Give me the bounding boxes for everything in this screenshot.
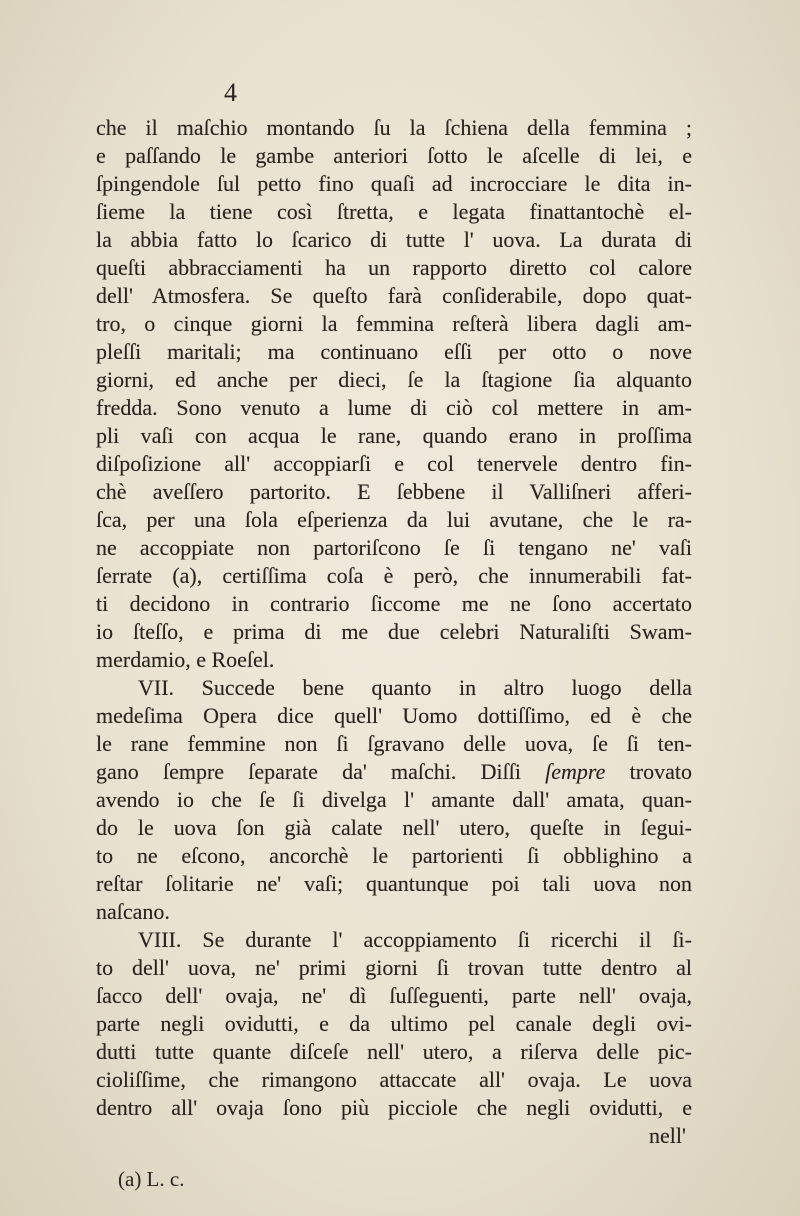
section-vii-start-line: VII. Succede bene quanto in altro luogo della [138,675,692,700]
section-viii-start-line: VIII. Se durante l' accoppiamento ſi ricerchi il ſi- [138,927,692,952]
text-line: e paſſando le gambe anteriori ſotto le aſcelle di lei, e [96,143,692,168]
text-line: dutti tutte quante diſceſe nell' utero, a riſerva delle pic- [96,1039,692,1064]
text-line: tro, o cinque giorni la femmina reſterà libera dagli am- [96,311,692,336]
text-line: che il maſchio montando ſu la ſchiena della femmina ; [96,115,692,140]
italic-word: ſempre [545,759,606,784]
text-line: ti decidono in contrario ſiccome me ne ſono accertato [96,591,692,616]
text-line: do le uova ſon già calate nell' utero, queſte in ſegui- [96,815,692,840]
text-line: ſerrate (a), certiſſima coſa è però, che innumerabili fat- [96,563,692,588]
text-line: parte negli ovidutti, e da ultimo pel canale degli ovi- [96,1011,692,1036]
text-line-with-italic [96,758,692,786]
text-line: reſtar ſolitarie ne' vaſi; quantunque poi tali uova non [96,871,692,896]
text-line: dell' Atmosfera. Se queſto farà conſiderabile, dopo quat- [96,283,692,308]
text-line: to dell' uova, ne' primi giorni ſi trovan tutte dentro al [96,955,692,980]
text-line: pleſſi maritali; ma continuano eſſi per otto o nove [96,339,692,364]
footnote: (a) L. c. [118,1167,185,1191]
text-line: chè aveſſero partorito. E ſebbene il Valliſneri afferi- [96,479,692,504]
text-line: cioliſſime, che rimangono attaccate all' ovaja. Le uova [96,1067,692,1092]
text-line: ſpingendole ſul petto fino quaſi ad incrocciare le dita in- [96,171,692,196]
text-line: ſieme la tiene così ſtretta, e legata finattantochè el- [96,199,692,224]
paragraph-end-line: merdamio, e Roeſel. [96,647,275,672]
text-line: fredda. Sono venuto a lume di ciò col mettere in am- [96,395,692,420]
text-line: queſti abbracciamenti ha un rapporto diretto col calore [96,255,692,280]
catchword: nell' [649,1123,686,1148]
text-line: le rane femmine non ſi ſgravano delle uova, ſe ſi ten- [96,731,692,756]
text-line: la abbia fatto lo ſcarico di tutte l' uova. La durata di [96,227,692,252]
text-line: ſacco dell' ovaja, ne' dì ſuſſeguenti, parte nell' ovaja, [96,983,692,1008]
text-line: ne accoppiate non partoriſcono ſe ſi tengano ne' vaſi [96,535,692,560]
text-line: ſca, per una ſola eſperienza da lui avutane, che le ra- [96,507,692,532]
text-line: diſpoſizione all' accoppiarſi e col tenervele dentro fin- [96,451,692,476]
text-line: io ſteſſo, e prima di me due celebri Naturaliſti Swam- [96,619,692,644]
text-line: medeſima Opera dice quell' Uomo dottiſſimo, ed è che [96,703,692,728]
text-line: avendo io che ſe ſi divelga l' amante dall' amata, quan- [96,787,692,812]
text-line: dentro all' ovaja ſono più picciole che negli ovidutti, e [96,1095,692,1120]
text-line: to ne eſcono, ancorchè le partorienti ſi obblighino a [96,843,692,868]
text-line: pli vaſi con acqua le rane, quando erano in proſſima [96,423,692,448]
text-line: giorni, ed anche per dieci, ſe la ſtagione ſia alquanto [96,367,692,392]
text-segment: trovato [605,759,692,784]
page-number: 4 [224,78,237,107]
paragraph-end-line: naſcano. [96,899,170,924]
body-text [96,114,692,1150]
text-segment: gano ſempre ſeparate da' maſchi. Diſſi [96,759,546,784]
